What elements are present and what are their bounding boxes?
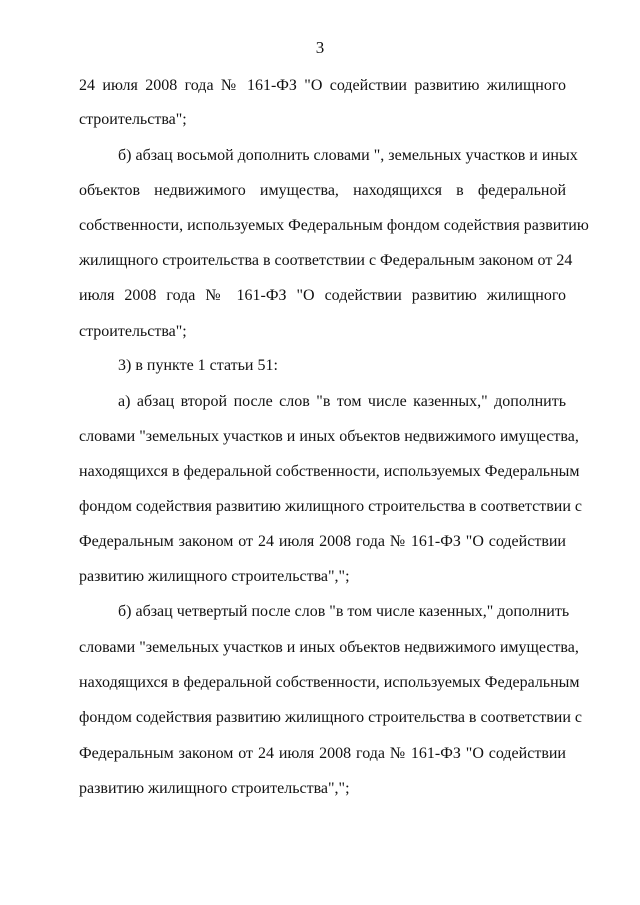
- text-line: находящихся в федеральной собственности, используемых Федеральным: [79, 463, 580, 480]
- text-line: 3) в пункте 1 статьи 51:: [118, 357, 278, 374]
- text-line: словами "земельных участков и иных объектов недвижимого имущества,: [79, 428, 579, 445]
- page-number: 3: [315, 38, 325, 57]
- text-line: б) абзац восьмой дополнить словами ", земельных участков и иных: [118, 147, 578, 164]
- text-line: июля 2008 года № 161-ФЗ "О содействии развитию жилищного: [79, 287, 566, 304]
- text-line: а) абзац второй после слов "в том числе казенных," дополнить: [118, 393, 566, 410]
- text-line: развитию жилищного строительства",";: [79, 780, 350, 797]
- text-line: Федеральным законом от 24 июля 2008 года № 161-ФЗ "О содействии: [79, 533, 566, 550]
- text-line: словами "земельных участков и иных объектов недвижимого имущества,: [79, 639, 579, 656]
- text-line: строительства";: [79, 111, 187, 128]
- text-line: объектов недвижимого имущества, находящихся в федеральной: [79, 182, 566, 199]
- text-line: находящихся в федеральной собственности, используемых Федеральным: [79, 674, 580, 691]
- text-line: жилищного строительства в соответствии с Федеральным законом от 24: [79, 252, 573, 269]
- text-line: Федеральным законом от 24 июля 2008 года № 161-ФЗ "О содействии: [79, 745, 566, 762]
- text-line: строительства";: [79, 323, 187, 340]
- text-line: фондом содействия развитию жилищного строительства в соответствии с: [79, 709, 582, 726]
- text-line: развитию жилищного строительства",";: [79, 568, 350, 585]
- text-line: собственности, используемых Федеральным фондом содействия развитию: [79, 217, 589, 234]
- text-line: 24 июля 2008 года № 161-ФЗ "О содействии развитию жилищного: [79, 77, 566, 94]
- text-line: б) абзац четвертый после слов "в том числе казенных," дополнить: [118, 603, 570, 620]
- text-line: фондом содействия развитию жилищного строительства в соответствии с: [79, 498, 582, 515]
